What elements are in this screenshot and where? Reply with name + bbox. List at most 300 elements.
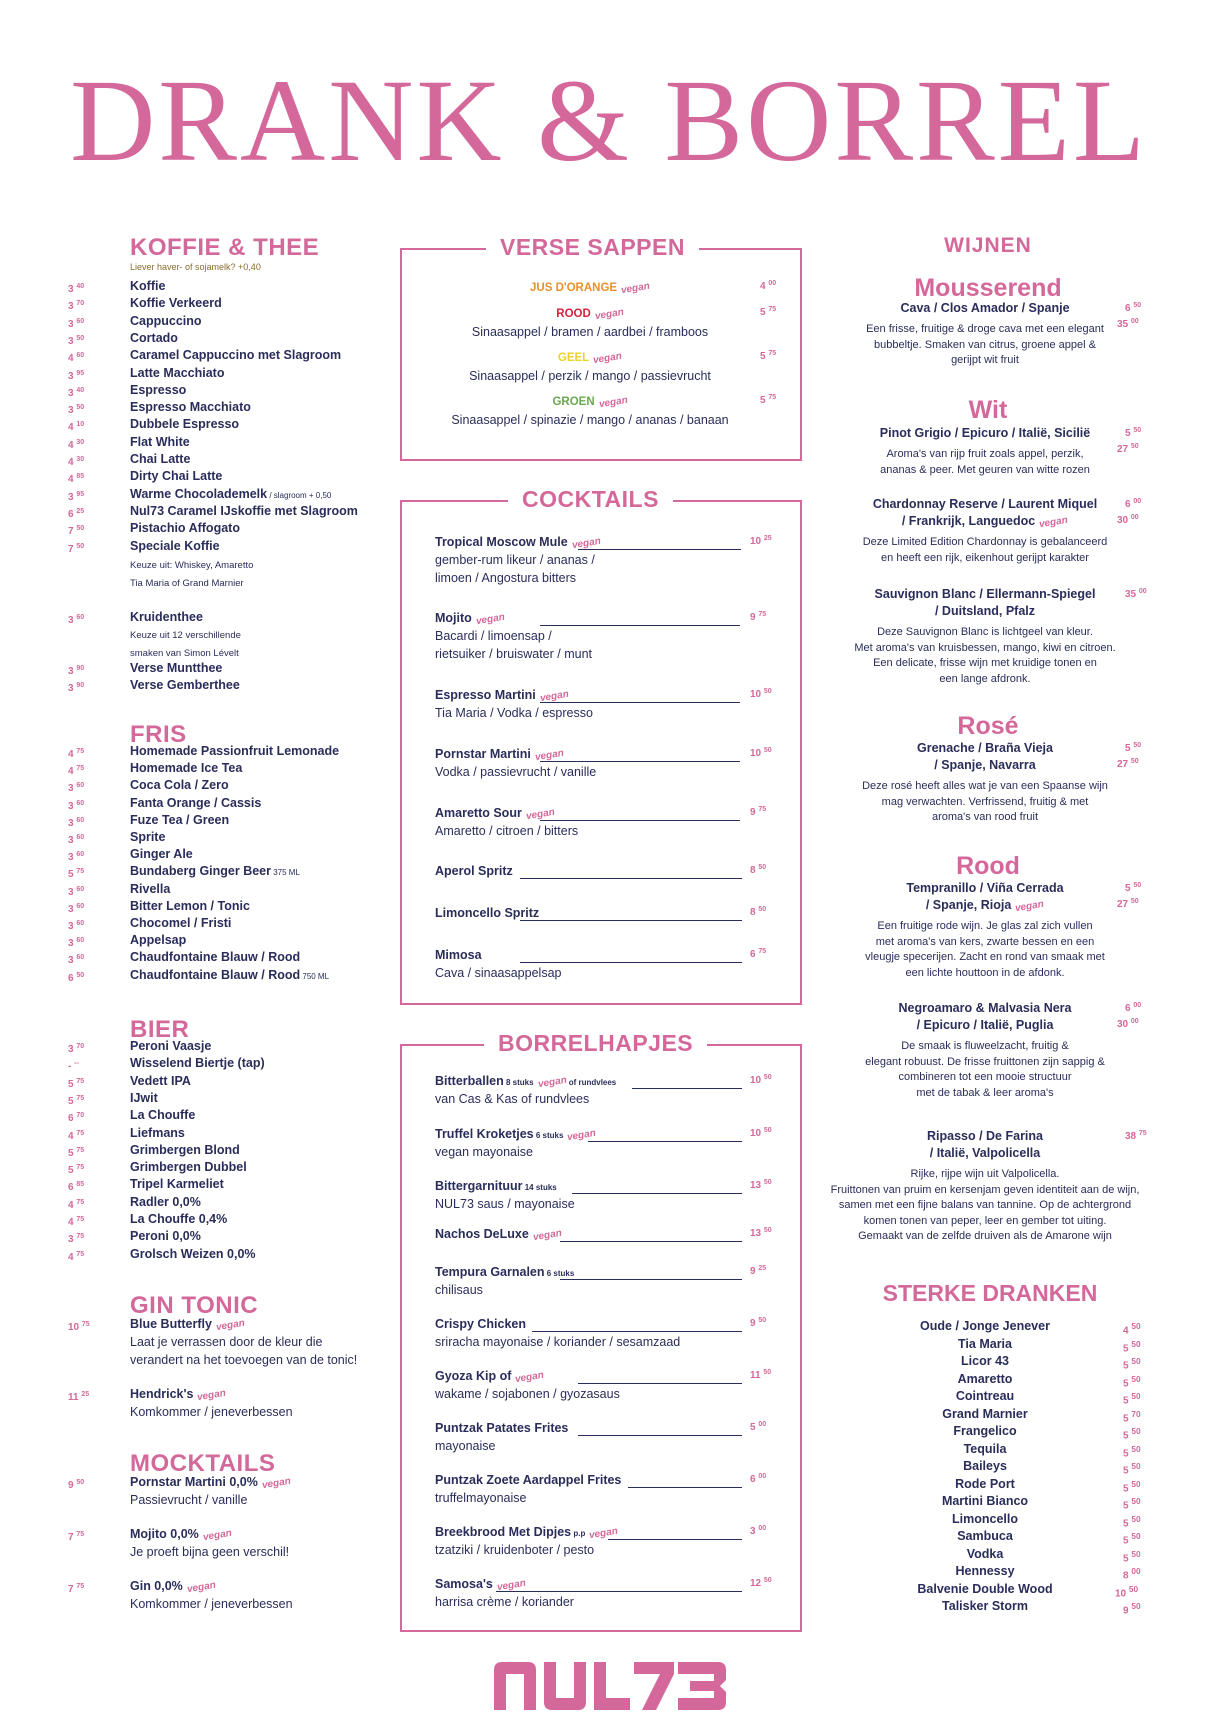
vegan-tag: vegan: [588, 1525, 619, 1542]
item-name: Dirty Chai Latte: [130, 469, 223, 484]
price: 6 $^{25}$: [68, 507, 85, 520]
cocktail-desc: limoen / Angostura bitters: [435, 571, 577, 585]
cocktail-desc: Tia Maria / Vodka / espresso: [435, 706, 593, 720]
price: 11 $^{25}$: [68, 1391, 90, 1403]
item-name: Espresso Macchiato: [130, 400, 251, 415]
hapje-price: 13 $^{50}$: [750, 1227, 772, 1239]
hapje-name: Puntzak Zoete Aardappel Frites: [435, 1473, 622, 1487]
price: 6 $^{50}$: [68, 971, 85, 984]
juice-name: JUS D'ORANGE vegan: [400, 280, 780, 297]
logo-letter-l: [594, 1662, 630, 1710]
item-name: Warme Chocolademelk / slagroom + 0,50: [130, 486, 332, 501]
wine-desc: Gemaakt van de zelfde druiven als de Amarone wijn: [858, 1230, 1112, 1242]
item-name: Bitter Lemon / Tonic: [130, 898, 250, 913]
spirit-name: Martini Bianco: [941, 1494, 1029, 1508]
hapje-price: 12 $^{50}$: [750, 1577, 772, 1589]
price: 3 $^{40}$: [68, 283, 85, 295]
vegan-tag: vegan: [261, 1475, 292, 1492]
logo-letter-n: [494, 1662, 536, 1710]
hapje-name: Puntzak Patates Frites: [435, 1421, 569, 1435]
logo-digit-7: [634, 1662, 674, 1710]
price: 3 $^{40}$: [68, 386, 85, 399]
wine-desc: Een delicate, frisse wijn met kruidige tonen en: [873, 657, 1097, 669]
spirit-price: 10 $^{50}$: [1115, 1583, 1139, 1599]
fris-heading: FRIS: [130, 721, 187, 748]
item-name: Tripel Karmeliet: [130, 1177, 224, 1192]
item-name: Vedett IPA: [130, 1073, 191, 1088]
spirit-name: Tequila: [963, 1441, 1007, 1456]
item-name: Rivella: [130, 881, 171, 896]
wine-price-bottle: 27 $^{50}$: [1117, 898, 1139, 910]
spirit-name: Vodka: [966, 1546, 1004, 1561]
hapje-price: 11 $^{50}$: [750, 1369, 772, 1381]
spirit-name: Hennessy: [955, 1564, 1015, 1578]
hapje-name: Truffel Kroketjes 6 stuks vegan: [435, 1127, 596, 1141]
wine-desc: mag verwachten. Verfrissend, fruitig & met: [881, 795, 1089, 808]
wine-region: / Spanje, Rioja vegan: [830, 897, 1140, 915]
wine-desc: met aroma's van kers, zwarte bessen en een: [875, 935, 1095, 948]
item-name: Gin 0,0% vegan: [130, 1578, 216, 1596]
hapje-name: Breekbrood Met Dipjes p.p vegan: [435, 1525, 618, 1539]
dotted-leader: [520, 878, 742, 879]
dotted-leader: [560, 1279, 742, 1280]
item-name: Grimbergen Blond: [130, 1142, 240, 1157]
wijnen-heading: WIJNEN: [944, 234, 1032, 257]
item-name: Speciale Koffie: [130, 538, 220, 553]
dotted-leader: [540, 761, 740, 762]
hapje-desc: mayonaise: [435, 1439, 496, 1453]
hapje-item: [435, 1316, 526, 1333]
spirit-name: Frangelico: [953, 1424, 1017, 1438]
spirit-name: Amaretto: [957, 1371, 1013, 1386]
price: 3 $^{60}$: [68, 851, 85, 864]
spirit-name: Baileys: [963, 1459, 1007, 1473]
wine-desc: elegant robuust. De frisse fruittonen zijn sappig &: [865, 1055, 1105, 1068]
item-name: Chocomel / Fristi: [130, 916, 232, 930]
hapje-item: [435, 1472, 621, 1489]
spirit-name: Talisker Storm: [942, 1599, 1028, 1613]
item-name: Koffie: [130, 279, 166, 293]
dotted-leader: [628, 1487, 742, 1488]
wine-price-glass: 5 $^{50}$: [1125, 742, 1142, 754]
mocktails-heading: MOCKTAILS: [130, 1450, 276, 1477]
price: 3 $^{60}$: [68, 954, 85, 967]
price: 7 $^{75}$: [68, 1531, 85, 1543]
spirit-price: 5 $^{50}$: [1123, 1531, 1141, 1547]
hapje-name: Gyoza Kip of vegan: [435, 1369, 544, 1383]
vegan-tag: vegan: [186, 1579, 217, 1596]
price: 3 $^{60}$: [68, 317, 85, 330]
dotted-leader: [520, 962, 742, 963]
mousserend-heading: Mousserend: [914, 274, 1062, 302]
item-name: Fanta Orange / Cassis: [130, 795, 262, 810]
hapje-desc: NUL73 saus / mayonaise: [435, 1197, 575, 1211]
hapje-item: [435, 1073, 616, 1091]
cocktail-price: 9 $^{75}$: [750, 806, 767, 818]
item-name: Radler 0,0%: [130, 1194, 201, 1209]
wine-desc: Een frisse, fruitige & droge cava met een elegant: [866, 323, 1104, 335]
cocktail-item: [435, 947, 482, 964]
spirit-name: Oude / Jonge Jenever: [920, 1319, 1050, 1333]
hapje-price: 3 $^{00}$: [750, 1525, 767, 1537]
price: 4 $^{10}$: [68, 421, 85, 434]
price: 3 $^{50}$: [68, 334, 85, 347]
cocktail-item: [435, 610, 505, 628]
spirit-name: Sambuca: [957, 1529, 1013, 1543]
hapjes-heading: BORRELHAPJES: [484, 1030, 707, 1057]
dotted-leader: [496, 1591, 742, 1592]
hapje-price: 10 $^{50}$: [750, 1074, 772, 1086]
item-name: Mojito 0,0% vegan: [130, 1526, 232, 1544]
item-name: Verse Muntthee: [130, 661, 223, 675]
hapje-price: 5 $^{00}$: [750, 1421, 767, 1433]
price: 3 $^{70}$: [68, 300, 85, 313]
wine-region: / Epicuro / Italië, Puglia: [916, 1018, 1054, 1032]
hapje-item: [435, 1420, 568, 1437]
cocktail-name: Aperol Spritz: [435, 864, 513, 878]
bier-heading: BIER: [130, 1016, 190, 1043]
cocktail-name: Tropical Moscow Mule vegan: [435, 535, 601, 549]
price: 4 $^{75}$: [68, 748, 85, 760]
sterk-heading: STERKE DRANKEN: [882, 1280, 1098, 1306]
item-desc: Laat je verrassen door de kleur die: [130, 1335, 323, 1349]
price: 4 $^{75}$: [68, 1198, 85, 1211]
spirit-price: 4 $^{50}$: [1123, 1321, 1141, 1337]
wine-name: Negroamaro & Malvasia Nera: [898, 1001, 1072, 1015]
cocktail-price: 8 $^{50}$: [750, 864, 767, 876]
price: 3 $^{60}$: [68, 614, 85, 626]
price: 6 $^{85}$: [68, 1181, 85, 1194]
dotted-leader: [632, 1088, 742, 1089]
price: 3 $^{60}$: [68, 885, 85, 898]
dotted-leader: [520, 920, 742, 921]
spirit-price: 5 $^{50}$: [1123, 1338, 1141, 1354]
cocktail-price: 10 $^{25}$: [750, 535, 772, 547]
hapje-name: Crispy Chicken: [435, 1317, 527, 1331]
hapje-item: [435, 1264, 574, 1282]
wine-name: Cava / Clos Amador / Spanje: [900, 301, 1070, 315]
spirit-price: 5 $^{70}$: [1123, 1408, 1141, 1424]
vegan-tag: vegan: [597, 394, 629, 411]
wine-price-bottle: 27 $^{50}$: [1117, 443, 1139, 455]
price: 4 $^{30}$: [68, 456, 85, 468]
juice-desc: Sinaasappel / spinazie / mango / ananas / banaan: [451, 413, 729, 427]
vegan-tag: vegan: [570, 535, 602, 552]
hapje-name: Tempura Garnalen 6 stuks: [435, 1265, 575, 1279]
price: 5 $^{75}$: [68, 1146, 85, 1159]
vegan-tag: vegan: [525, 806, 556, 823]
wine-region: / Frankrijk, Languedoc vegan: [830, 513, 1140, 531]
juice-desc: Sinaasappel / bramen / aardbei / framboos: [471, 325, 709, 339]
price: 3 $^{70}$: [68, 1043, 85, 1055]
spirit-name: Balvenie Double Wood: [917, 1581, 1053, 1596]
cocktail-desc: rietsuiker / bruiswater / munt: [435, 647, 592, 661]
cocktail-item: [435, 805, 555, 823]
hapje-desc: tzatziki / kruidenboter / pesto: [435, 1543, 595, 1557]
juice-price: 5 $^{75}$: [760, 394, 777, 406]
price: 7 $^{50}$: [68, 542, 85, 555]
hapje-item: [435, 1524, 618, 1542]
spirit-price: 5 $^{50}$: [1123, 1426, 1141, 1442]
juice-name: GROEN vegan: [400, 394, 780, 411]
juice-name: ROOD vegan: [400, 306, 780, 323]
cocktail-name: Espresso Martini vegan: [435, 688, 569, 702]
cocktail-name: Mimosa: [435, 948, 482, 962]
wine-desc: een lichte houttoon in de afdonk.: [905, 966, 1065, 979]
spirit-price: 5 $^{50}$: [1123, 1548, 1141, 1564]
item-desc: Komkommer / jeneverbessen: [130, 1405, 293, 1419]
speciale-sub2: Tia Maria of Grand Marnier: [130, 578, 244, 589]
hapje-desc: van Cas & Kas of rundvlees: [435, 1092, 590, 1106]
price: 3 $^{50}$: [68, 404, 85, 417]
item-name: Peroni 0,0%: [130, 1229, 201, 1244]
vegan-tag: vegan: [620, 280, 651, 297]
price: 10 $^{75}$: [68, 1321, 90, 1333]
price: 4 $^{75}$: [68, 1216, 85, 1228]
sappen-heading: VERSE SAPPEN: [486, 234, 699, 261]
spirit-name: Tia Maria: [958, 1336, 1012, 1351]
dotted-leader: [532, 1331, 742, 1332]
spirit-price: 8 $^{00}$: [1123, 1566, 1141, 1582]
wine-desc: met de tabak & leer aroma's: [916, 1086, 1054, 1099]
gin-heading: GIN TONIC: [130, 1292, 259, 1319]
wine-desc: Deze Limited Edition Chardonnay is gebalanceerd: [862, 536, 1108, 548]
item-name: Pornstar Martini 0,0% vegan: [130, 1474, 291, 1492]
wine-desc: De smaak is fluweelzacht, fruitig &: [901, 1040, 1069, 1052]
item-name: Dubbele Espresso: [130, 417, 240, 432]
price: - --: [68, 1060, 79, 1073]
spirit-price: 9 $^{50}$: [1123, 1601, 1141, 1617]
item-name: Grimbergen Dubbel: [130, 1160, 247, 1175]
wine-price-glass: 38 $^{75}$: [1125, 1130, 1147, 1142]
spirit-price: 5 $^{50}$: [1123, 1391, 1141, 1407]
nul73-logo: [490, 1658, 730, 1714]
cocktail-price: 10 $^{50}$: [750, 688, 772, 700]
cocktail-desc: Amaretto / citroen / bitters: [435, 824, 579, 838]
item-name: Coca Cola / Zero: [130, 778, 229, 793]
wine-desc: aroma's van rood fruit: [931, 811, 1039, 823]
dotted-leader: [540, 820, 740, 821]
spirit-name: Licor 43: [961, 1354, 1009, 1368]
cocktail-name: Pornstar Martini vegan: [435, 747, 564, 761]
hapje-desc: harrisa crème / koriander: [435, 1595, 574, 1609]
price: 4 $^{75}$: [68, 1129, 85, 1142]
wit-heading: Wit: [968, 396, 1008, 424]
spirit-price: 5 $^{50}$: [1123, 1373, 1141, 1389]
vegan-tag: vegan: [196, 1387, 228, 1404]
wine-desc: combineren tot een mooie structuur: [898, 1071, 1072, 1083]
wine-region: / Duitsland, Pfalz: [934, 604, 1035, 618]
spirit-price: 5 $^{50}$: [1123, 1443, 1141, 1459]
item-name: Blue Butterfly vegan: [130, 1316, 245, 1334]
wine-name: Chardonnay Reserve / Laurent Miquel: [872, 497, 1098, 511]
price: 3 $^{60}$: [68, 834, 85, 846]
wine-region: / Spanje, Navarra: [934, 758, 1036, 772]
spirit-price: 5 $^{50}$: [1123, 1513, 1141, 1529]
wine-desc: komen tonen van peper, leer en gember tot uiting.: [863, 1214, 1107, 1227]
price: 6 $^{70}$: [68, 1112, 85, 1125]
price: 3 $^{60}$: [68, 799, 85, 812]
dotted-leader: [540, 702, 740, 703]
item-name: Grolsch Weizen 0,0%: [130, 1246, 256, 1261]
item-name: Flat White: [130, 434, 190, 449]
hapje-name: Nachos DeLuxe vegan: [435, 1227, 562, 1241]
cocktail-item: [435, 534, 601, 552]
wine-name: Tempranillo / Viña Cerrada: [906, 881, 1064, 895]
cocktail-name: Mojito vegan: [435, 611, 505, 625]
thee-sub2: smaken van Simon Lévelt: [130, 648, 239, 659]
vegan-tag: vegan: [536, 1074, 568, 1091]
price: 3 $^{60}$: [68, 937, 85, 950]
item-name: Liefmans: [130, 1125, 185, 1140]
item-desc: Passievrucht / vanille: [130, 1493, 248, 1507]
vegan-tag: vegan: [514, 1369, 545, 1386]
wine-price-glass: 6 $^{50}$: [1125, 302, 1142, 314]
dotted-leader: [578, 549, 741, 550]
wine-desc: Fruittonen van pruim en kersenjam geven identiteit aan de wijn,: [830, 1183, 1140, 1196]
juice-desc: Sinaasappel / perzik / mango / passievrucht: [469, 369, 711, 383]
price: 9 $^{50}$: [68, 1479, 85, 1491]
item-name: Latte Macchiato: [130, 365, 225, 380]
hapje-item: [435, 1226, 562, 1244]
cocktail-price: 10 $^{50}$: [750, 747, 772, 759]
cocktail-desc: gember-rum likeur / ananas /: [435, 553, 595, 567]
cocktail-name: Amaretto Sour vegan: [435, 806, 555, 820]
speciale-sub1: Keuze uit: Whiskey, Amaretto: [130, 560, 254, 571]
price: 4 $^{75}$: [68, 765, 85, 778]
hapje-desc: sriracha mayonaise / koriander / sesamzaad: [435, 1335, 681, 1349]
wine-desc: Een fruitige rode wijn. Je glas zal zich vullen: [877, 920, 1093, 932]
item-name: Caramel Cappuccino met Slagroom: [130, 348, 342, 363]
item-name: Wisselend Biertje (tap): [130, 1056, 265, 1071]
juice-price: 4 $^{00}$: [760, 280, 777, 292]
price: 5 $^{75}$: [68, 1094, 85, 1107]
dotted-leader: [608, 1539, 742, 1540]
vegan-tag: vegan: [534, 747, 565, 764]
hapje-name: Samosa's vegan: [435, 1577, 526, 1591]
item-name: Koffie Verkeerd: [130, 296, 222, 311]
dotted-leader: [578, 1435, 742, 1436]
hapje-price: 9 $^{25}$: [750, 1265, 767, 1277]
item-desc: Je proeft bijna geen verschil!: [130, 1545, 290, 1559]
spirit-name: Rode Port: [955, 1476, 1015, 1491]
spirit-price: 5 $^{50}$: [1123, 1356, 1141, 1372]
cocktail-desc: Vodka / passievrucht / vanille: [435, 765, 597, 779]
vegan-tag: vegan: [1014, 898, 1045, 915]
logo-digit-3: [678, 1662, 726, 1710]
page-title: DRANK & BORREL: [70, 55, 1148, 186]
price: 4 $^{85}$: [68, 473, 85, 486]
price: 7 $^{75}$: [68, 1583, 85, 1595]
hapje-desc: vegan mayonaise: [435, 1145, 533, 1159]
price: 3 $^{60}$: [68, 902, 85, 915]
hapje-item: [435, 1126, 596, 1144]
dotted-leader: [560, 1241, 742, 1242]
dotted-leader: [588, 1141, 742, 1142]
hapje-price: 9 $^{50}$: [750, 1317, 767, 1329]
spirit-name: Grand Marnier: [942, 1406, 1028, 1421]
item-name: Hendrick's vegan: [130, 1386, 226, 1404]
item-name: Kruidenthee: [130, 610, 203, 624]
vegan-tag: vegan: [496, 1577, 527, 1594]
dotted-leader: [540, 625, 740, 626]
cocktail-name: Limoncello Spritz: [435, 906, 540, 920]
item-name: Appelsap: [130, 933, 187, 948]
wine-name: Grenache / Braña Vieja: [917, 741, 1053, 755]
item-name: Cortado: [130, 330, 178, 345]
wine-region: / Italië, Valpolicella: [929, 1146, 1041, 1160]
cocktails-heading: COCKTAILS: [508, 486, 673, 513]
item-desc: Komkommer / jeneverbessen: [130, 1597, 293, 1611]
hapje-name: Bittergarnituur 14 stuks: [435, 1179, 557, 1193]
spirit-price: 5 $^{50}$: [1123, 1478, 1141, 1494]
item-desc: verandert na het toevoegen van de tonic!: [130, 1353, 358, 1367]
vegan-tag: vegan: [202, 1527, 233, 1544]
vegan-tag: vegan: [215, 1317, 246, 1334]
logo-letter-u: [544, 1662, 586, 1710]
wine-desc: gerijpt wit fruit: [951, 354, 1019, 366]
koffie-heading: KOFFIE & THEE: [130, 234, 320, 261]
item-name: Bundaberg Ginger Beer 375 ML: [130, 864, 300, 879]
wine-price-bottle: 35 $^{00}$: [1117, 318, 1139, 330]
price: 3 $^{95}$: [68, 490, 85, 503]
wine-desc: Rijke, rijpe wijn uit Valpolicella.: [910, 1168, 1060, 1180]
juice-name: GEEL vegan: [400, 350, 780, 367]
wine-price-glass: 6 $^{00}$: [1125, 1002, 1142, 1014]
hapje-price: 10 $^{50}$: [750, 1127, 772, 1139]
wine-price-bottle: 30 $^{00}$: [1117, 514, 1139, 526]
item-name: Pistachio Affogato: [130, 521, 240, 536]
spirit-price: 5 $^{50}$: [1123, 1496, 1141, 1512]
juice-price: 5 $^{75}$: [760, 350, 777, 362]
hapje-item: [435, 1368, 544, 1386]
cocktail-desc: Bacardi / limoensap /: [435, 629, 552, 643]
hapje-desc: chilisaus: [435, 1283, 483, 1297]
item-name: Cappuccino: [130, 313, 202, 328]
cocktail-item: [435, 863, 513, 880]
item-name: Chaudfontaine Blauw / Rood: [130, 950, 301, 965]
wine-price-bottle: 27 $^{50}$: [1117, 758, 1139, 770]
wine-price-bottle: 30 $^{00}$: [1117, 1018, 1139, 1030]
vegan-tag: vegan: [592, 350, 623, 367]
item-name: La Chouffe 0,4%: [130, 1212, 228, 1226]
wine-desc: Deze Sauvignon Blanc is lichtgeel van kleur.: [877, 626, 1093, 638]
wine-price-glass: 5 $^{50}$: [1125, 427, 1142, 439]
price: 4 $^{60}$: [68, 352, 85, 365]
vegan-tag: vegan: [532, 1227, 563, 1244]
item-name: Sprite: [130, 830, 166, 844]
price: 5 $^{75}$: [68, 868, 85, 881]
hapje-item: [435, 1178, 557, 1196]
price: 5 $^{75}$: [68, 1164, 85, 1177]
vegan-tag: vegan: [539, 688, 570, 705]
cocktail-desc: Cava / sinaasappelsap: [435, 966, 562, 980]
wine-price-glass: 5 $^{50}$: [1125, 882, 1142, 894]
hapje-name: Bitterballen 8 stuks vegan of rundvlees: [435, 1074, 616, 1088]
vegan-tag: vegan: [475, 611, 506, 628]
item-name: Homemade Passionfruit Lemonade: [130, 744, 340, 758]
hapje-desc: truffelmayonaise: [435, 1491, 527, 1505]
cocktail-price: 9 $^{75}$: [750, 611, 767, 623]
cocktail-price: 8 $^{50}$: [750, 906, 767, 918]
vegan-tag: vegan: [594, 306, 625, 323]
price: 3 $^{60}$: [68, 920, 85, 932]
wine-desc: vleugje specerijen. Zacht en rond van smaak met: [865, 951, 1105, 963]
item-name: Chai Latte: [130, 452, 191, 466]
milk-note: Liever haver- of sojamelk? +0,40: [130, 262, 261, 272]
price: 3 $^{60}$: [68, 816, 85, 829]
spirit-name: Cointreau: [955, 1389, 1015, 1403]
